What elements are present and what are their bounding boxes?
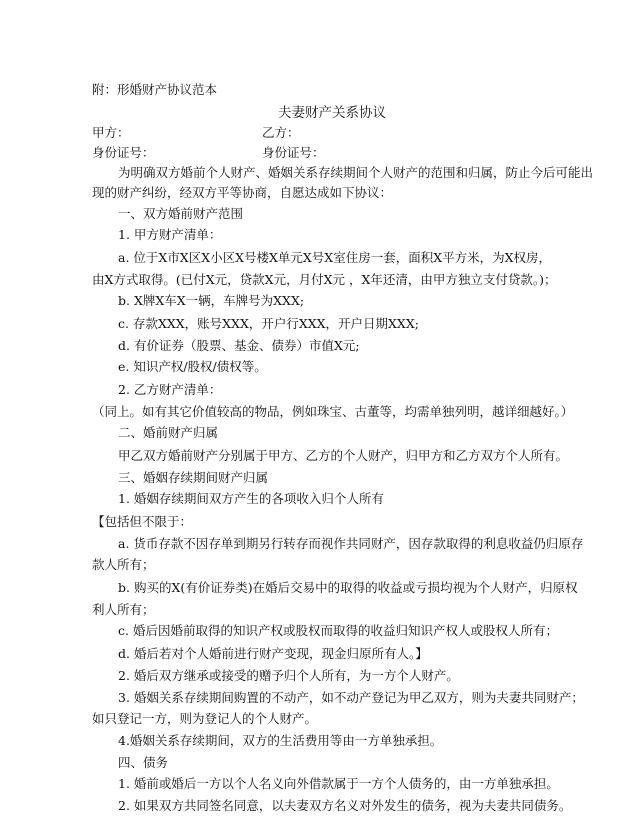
section-1-title: 一、双方婚前财产范围 <box>118 205 244 221</box>
section-4-title: 四、债务 <box>118 754 169 770</box>
section-4-item-2: 2. 如果双方共同签名同意，以夫妻双方名义对外发生的债务，视为夫妻共同债务。 <box>118 798 572 813</box>
section-3-item-b-line-2: 利人所有； <box>92 601 155 617</box>
section-3-item-1: 1. 婚姻存续期间双方产生的各项收入归个人所有 <box>118 491 384 507</box>
section-3-item-c: c. 婚后因婚前取得的知识产权或股权而取得的收益归知识产权人或股权人所有； <box>118 623 558 639</box>
section-1-item-c: c. 存款XXX，账号XXX，开户行XXX，开户日期XXX; <box>118 315 419 331</box>
party-b-label: 乙方： <box>262 125 300 141</box>
section-3-item-3-line-2: 如只登记一方，则为登记人的个人财产。 <box>92 711 318 727</box>
section-1-item-e: e. 知识产权/股权/债权等。 <box>118 359 267 375</box>
section-1-item-2: 2. 乙方财产清单： <box>118 381 222 397</box>
section-3-item-a-line-1: a. 货币存款不因存单到期另行转存而视作共同财产，因存款取得的利息收益仍归原存 <box>118 535 584 551</box>
section-3-item-4: 4.婚姻关系存续期间，双方的生活费用等由一方单独承担。 <box>118 732 443 748</box>
section-3-include: 【包括但不限于： <box>92 514 193 530</box>
section-1-item-b: b. X牌X车X一辆，车牌号为XXX; <box>118 293 305 309</box>
section-2-body: 甲乙双方婚前财产分别属于甲方、乙方的个人财产，归甲方和乙方双方个人所有。 <box>118 448 569 464</box>
id-a-label: 身份证号： <box>92 145 155 161</box>
section-3-item-b-line-1: b. 购买的X(有价证券类)在婚后交易中的取得的收益或亏损均视为个人财产，归原权 <box>118 580 578 596</box>
section-2-title: 二、婚前财产归属 <box>118 425 219 441</box>
section-1-item-a-line-2: 由X方式取得。(已付X元，贷款X元，月付X元 ，X年还清，由甲方独立支付贷款。)； <box>92 271 557 287</box>
section-3-item-d: d. 婚后若对个人婚前进行财产变现，现金归原所有人。】 <box>118 646 428 662</box>
section-3-item-2: 2. 婚后双方继承或接受的赠予归个人所有，为一方个人财产。 <box>118 667 459 683</box>
section-1-item-a-line-1: a. 位于X市X区X小区X号楼X单元X号X室住房一套，面积X平方米，为X权房， <box>118 249 551 265</box>
intro-line-2: 现的财产纠纷，经双方平等协商，自愿达成如下协议： <box>92 184 393 200</box>
intro-line-1: 为明确双方婚前个人财产、婚姻关系存续期间个人财产的范围和归属，防止今后可能出 <box>118 165 594 180</box>
section-3-item-a-line-2: 款人所有； <box>92 557 155 573</box>
section-3-title: 三、婚姻存续期间财产归属 <box>118 469 269 485</box>
document-title: 夫妻财产关系协议 <box>278 104 386 121</box>
section-4-item-1: 1. 婚前或婚后一方以个人名义向外借款属于一方个人债务的，由一方单独承担。 <box>118 776 559 792</box>
section-3-item-3-line-1: 3. 婚姻关系存续期间购置的不动产，如不动产登记为甲乙双方，则为夫妻共同财产； <box>118 689 584 705</box>
appendix-heading: 附：形婚财产协议范本 <box>92 82 218 97</box>
section-1-item-d: d. 有价证券（股票、基金、债券）市值X元; <box>118 337 360 353</box>
section-1-note: （同上。如有其它价值较高的物品，例如珠宝、古董等，均需单独列明，越详细越好。） <box>92 403 574 419</box>
section-1-item-1: 1. 甲方财产清单： <box>118 227 222 243</box>
party-a-label: 甲方： <box>92 125 130 141</box>
id-b-label: 身份证号： <box>262 145 325 161</box>
